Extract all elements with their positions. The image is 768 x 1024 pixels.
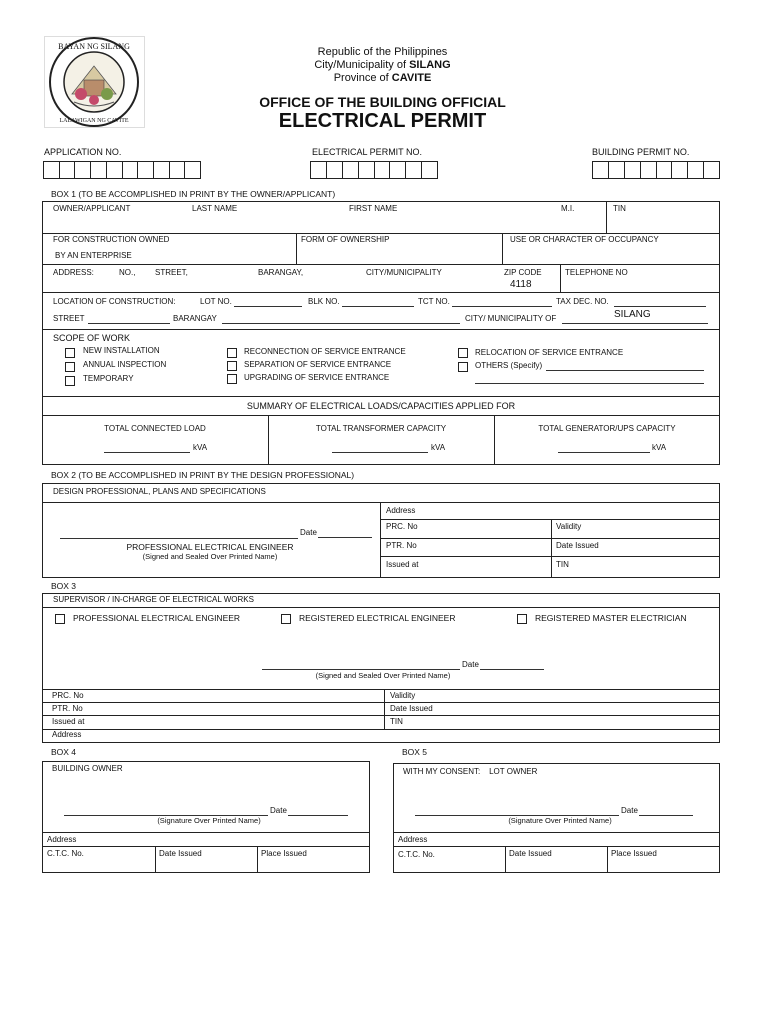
form-ownership-label: FORM OF OWNERSHIP xyxy=(301,235,390,244)
tct-no-field[interactable] xyxy=(452,306,552,307)
box3-tin-label: TIN xyxy=(390,717,403,726)
summary-heading: SUMMARY OF ELECTRICAL LOADS/CAPACITIES APPLIED FOR xyxy=(246,401,516,411)
supervisor-signature-field[interactable] xyxy=(262,669,460,670)
box3-date-label: Date xyxy=(462,660,479,669)
separation-checkbox[interactable] xyxy=(227,361,237,371)
page-title: ELECTRICAL PERMIT xyxy=(278,110,487,132)
separation-label: SEPARATION OF SERVICE ENTRANCE xyxy=(244,360,392,369)
box3-heading: BOX 3 xyxy=(51,581,77,591)
consent-label: WITH MY CONSENT: LOT OWNER xyxy=(403,767,538,776)
city2-value: SILANG xyxy=(614,309,651,320)
box5-date-label: Date xyxy=(621,806,638,815)
box1-heading: BOX 1 (TO BE ACCOMPLISHED IN PRINT BY THE OWNER/APPLICANT) xyxy=(51,189,336,199)
barangay2-field[interactable] xyxy=(222,323,460,324)
telephone-label: TELEPHONE NO xyxy=(565,268,628,277)
electrical-permit-no-field[interactable] xyxy=(310,161,438,179)
design-signed-label: (Signed and Sealed Over Printed Name) xyxy=(142,552,278,561)
upgrading-checkbox[interactable] xyxy=(227,374,237,384)
scope-label: SCOPE OF WORK xyxy=(53,333,131,343)
barangay2-label: BARANGAY xyxy=(173,314,217,323)
municipal-seal xyxy=(44,36,145,128)
tax-dec-field[interactable] xyxy=(614,306,706,307)
construction-owned-label: FOR CONSTRUCTION OWNED xyxy=(53,235,170,244)
box2-validity-label: Validity xyxy=(556,522,582,531)
annual-inspection-label: ANNUAL INSPECTION xyxy=(83,360,167,369)
use-occupancy-label: USE OR CHARACTER OF OCCUPANCY xyxy=(510,235,659,244)
box5-sign-label: (Signature Over Printed Name) xyxy=(508,816,612,825)
total-load-field[interactable] xyxy=(104,452,190,453)
box5-place-issued-label: Place Issued xyxy=(611,849,657,858)
kva-unit-3: kVA xyxy=(652,443,667,452)
total-transformer-field[interactable] xyxy=(332,452,428,453)
box3-date-field[interactable] xyxy=(480,669,544,670)
building-owner-label: BUILDING OWNER xyxy=(52,764,123,773)
box4-address-label: Address xyxy=(47,835,77,844)
total-transformer-label: TOTAL TRANSFORMER CAPACITY xyxy=(315,424,447,433)
street2-label: STREET xyxy=(53,314,85,323)
zip-code-value[interactable]: 4118 xyxy=(510,279,532,290)
rme-option-label: REGISTERED MASTER ELECTRICIAN xyxy=(535,613,687,623)
electrical-permit-no-label: ELECTRICAL PERMIT NO. xyxy=(312,147,423,157)
box3-date-issued-label: Date Issued xyxy=(390,704,433,713)
province-line: Province of CAVITE xyxy=(333,72,432,84)
box4-date-label: Date xyxy=(270,806,287,815)
relocation-checkbox[interactable] xyxy=(458,348,468,358)
reconnection-label: RECONNECTION OF SERVICE ENTRANCE xyxy=(244,347,406,356)
kva-unit-1: kVA xyxy=(193,443,208,452)
box4-ctc-label: C.T.C. No. xyxy=(47,849,84,858)
building-permit-no-field[interactable] xyxy=(592,161,720,179)
box2-issued-at-label: Issued at xyxy=(386,560,419,569)
box2-heading: BOX 2 (TO BE ACCOMPLISHED IN PRINT BY THE DESIGN PROFESSIONAL) xyxy=(51,470,355,480)
city2-field[interactable] xyxy=(562,323,708,324)
total-generator-label: TOTAL GENERATOR/UPS CAPACITY xyxy=(538,424,676,433)
city-line: City/Municipality of SILANG xyxy=(314,59,451,71)
kva-unit-2: kVA xyxy=(431,443,446,452)
owner-label: OWNER/APPLICANT xyxy=(53,204,131,213)
pee-checkbox[interactable] xyxy=(55,614,65,624)
others-field[interactable] xyxy=(546,370,704,371)
box2-date-issued-label: Date Issued xyxy=(556,541,599,550)
design-signature-field[interactable] xyxy=(60,538,298,539)
by-enterprise-label: BY AN ENTERPRISE xyxy=(55,251,132,260)
republic-line: Republic of the Philippines xyxy=(317,46,448,58)
others-checkbox[interactable] xyxy=(458,362,468,372)
box5-heading: BOX 5 xyxy=(402,747,428,757)
tin-label: TIN xyxy=(613,204,626,213)
box4-place-issued-label: Place Issued xyxy=(261,849,307,858)
annual-inspection-checkbox[interactable] xyxy=(65,362,75,372)
box4-sign-label: (Signature Over Printed Name) xyxy=(157,816,261,825)
total-generator-field[interactable] xyxy=(558,452,650,453)
pee-label: PROFESSIONAL ELECTRICAL ENGINEER xyxy=(126,542,294,552)
blk-no-field[interactable] xyxy=(342,306,414,307)
building-permit-no-label: BUILDING PERMIT NO. xyxy=(592,147,690,157)
box5-ctc-label: C.T.C. No. xyxy=(398,850,435,859)
box3-issued-at-label: Issued at xyxy=(52,717,85,726)
temporary-checkbox[interactable] xyxy=(65,376,75,386)
box3-prc-label: PRC. No xyxy=(52,691,84,700)
box5-address-label: Address xyxy=(398,835,428,844)
total-load-label: TOTAL CONNECTED LOAD xyxy=(104,424,206,433)
box5-date-issued-label: Date Issued xyxy=(509,849,552,858)
box2-prc-label: PRC. No xyxy=(386,522,418,531)
upgrading-label: UPGRADING OF SERVICE ENTRANCE xyxy=(244,373,390,382)
office-title: OFFICE OF THE BUILDING OFFICIAL xyxy=(259,94,506,110)
box3-signed-label: (Signed and Sealed Over Printed Name) xyxy=(315,671,451,680)
seal-top-text: BAYAN NG SILANG xyxy=(58,42,130,51)
box2-frame xyxy=(42,483,720,578)
rme-checkbox[interactable] xyxy=(517,614,527,624)
ree-checkbox[interactable] xyxy=(281,614,291,624)
design-label: DESIGN PROFESSIONAL, PLANS AND SPECIFICATIONS xyxy=(53,487,266,496)
tct-no-label: TCT NO. xyxy=(418,297,450,306)
new-installation-label: NEW INSTALLATION xyxy=(83,346,160,355)
address-barangay-label: BARANGAY, xyxy=(258,268,304,277)
address-label: ADDRESS: xyxy=(53,268,94,277)
application-no-label: APPLICATION NO. xyxy=(44,147,122,157)
box2-tin-label: TIN xyxy=(556,560,569,569)
box3-address-label: Address xyxy=(52,730,82,739)
design-date-label: Date xyxy=(300,528,317,537)
temporary-label: TEMPORARY xyxy=(83,374,134,383)
address-no-label: NO., xyxy=(119,268,136,277)
box4-heading: BOX 4 xyxy=(51,747,77,757)
relocation-label: RELOCATION OF SERVICE ENTRANCE xyxy=(475,348,624,357)
box3-validity-label: Validity xyxy=(390,691,416,700)
lot-no-label: LOT NO. xyxy=(200,297,232,306)
first-name-label: FIRST NAME xyxy=(349,204,398,213)
supervisor-label: SUPERVISOR / IN-CHARGE OF ELECTRICAL WORKS xyxy=(53,595,254,604)
zip-code-label: ZIP CODE xyxy=(504,268,542,277)
new-installation-checkbox[interactable] xyxy=(65,348,75,358)
mi-label: M.I. xyxy=(561,204,575,213)
seal-bottom-text: LALAWIGAN NG CAVITE xyxy=(59,118,129,124)
lot-no-field[interactable] xyxy=(234,306,302,307)
blk-no-label: BLK NO. xyxy=(308,297,340,306)
address-city-label: CITY/MUNICIPALITY xyxy=(366,268,442,277)
address-street-label: STREET, xyxy=(155,268,188,277)
box4-date-issued-label: Date Issued xyxy=(159,849,202,858)
ree-option-label: REGISTERED ELECTRICAL ENGINEER xyxy=(299,613,456,623)
last-name-label: LAST NAME xyxy=(192,204,238,213)
city2-label: CITY/ MUNICIPALITY OF xyxy=(465,314,557,323)
others-label: OTHERS (Specify) xyxy=(475,361,543,370)
reconnection-checkbox[interactable] xyxy=(227,348,237,358)
street2-field[interactable] xyxy=(88,323,170,324)
box3-ptr-label: PTR. No xyxy=(52,704,83,713)
box2-address-label: Address xyxy=(386,506,416,515)
others-field-2[interactable] xyxy=(475,383,704,384)
design-date-field[interactable] xyxy=(318,537,372,538)
pee-option-label: PROFESSIONAL ELECTRICAL ENGINEER xyxy=(73,613,241,623)
box2-ptr-label: PTR. No xyxy=(386,541,417,550)
application-no-field[interactable] xyxy=(43,161,201,179)
tax-dec-label: TAX DEC. NO. xyxy=(556,297,609,306)
location-label: LOCATION OF CONSTRUCTION: xyxy=(53,297,176,306)
